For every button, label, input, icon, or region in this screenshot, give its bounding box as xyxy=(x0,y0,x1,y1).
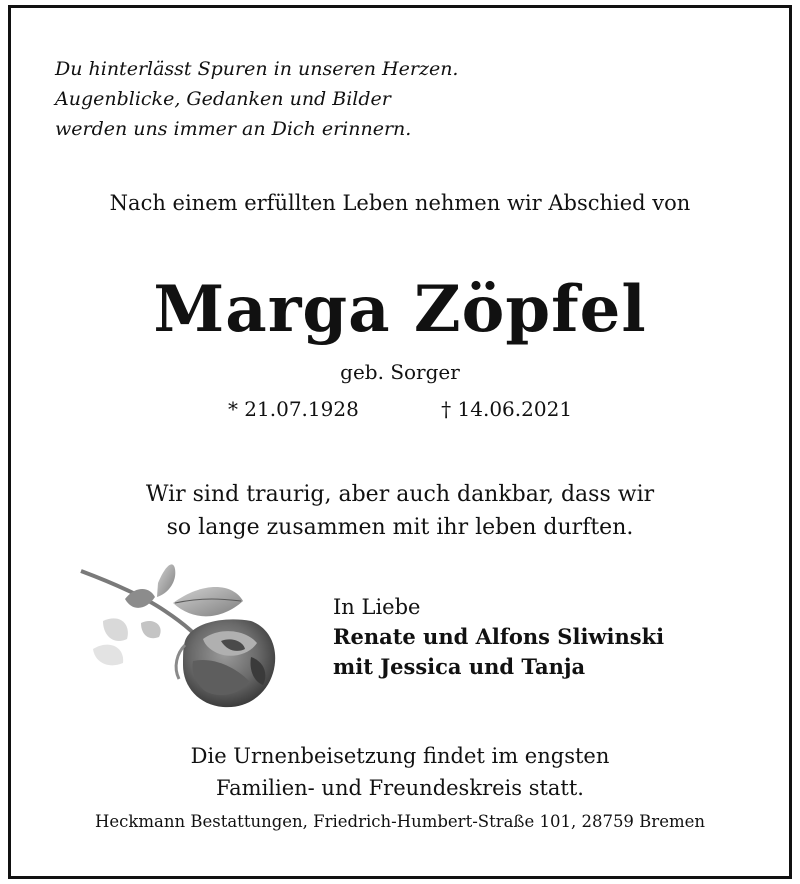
intro-text: Nach einem erfüllten Leben nehmen wir Abschied von xyxy=(109,191,691,215)
death-date: † 14.06.2021 xyxy=(441,397,573,421)
obituary-notice xyxy=(8,5,792,879)
birth-date: * 21.07.1928 xyxy=(227,397,359,421)
family-name: mit Jessica und Tanja xyxy=(333,654,586,679)
family-greeting: In Liebe xyxy=(333,595,421,619)
grief-text xyxy=(11,478,789,544)
burial-line: Familien- und Freundeskreis statt. xyxy=(215,776,584,800)
rose-image xyxy=(73,561,288,716)
maiden-name: geb. Sorger xyxy=(340,360,460,384)
poem xyxy=(55,54,458,144)
funeral-home-footer: Heckmann Bestattungen, Friedrich-Humbert-Straße 101, 28759 Bremen xyxy=(94,812,705,831)
life-dates xyxy=(11,397,789,421)
grief-line: Wir sind traurig, aber auch dankbar, dass wir xyxy=(145,482,655,507)
poem-line: Du hinterlässt Spuren in unseren Herzen. xyxy=(55,58,459,80)
poem-line: Augenblicke, Gedanken und Bilder xyxy=(55,88,391,110)
grief-line: so lange zusammen mit ihr leben durften. xyxy=(166,515,634,540)
deceased-name: Marga Zöpfel xyxy=(153,272,647,347)
burial-info xyxy=(11,740,789,804)
poem-line: werden uns immer an Dich erinnern. xyxy=(55,118,412,140)
family-name: Renate und Alfons Sliwinski xyxy=(333,624,665,649)
family-signature xyxy=(333,592,664,682)
burial-line: Die Urnenbeisetzung findet im engsten xyxy=(190,744,610,768)
